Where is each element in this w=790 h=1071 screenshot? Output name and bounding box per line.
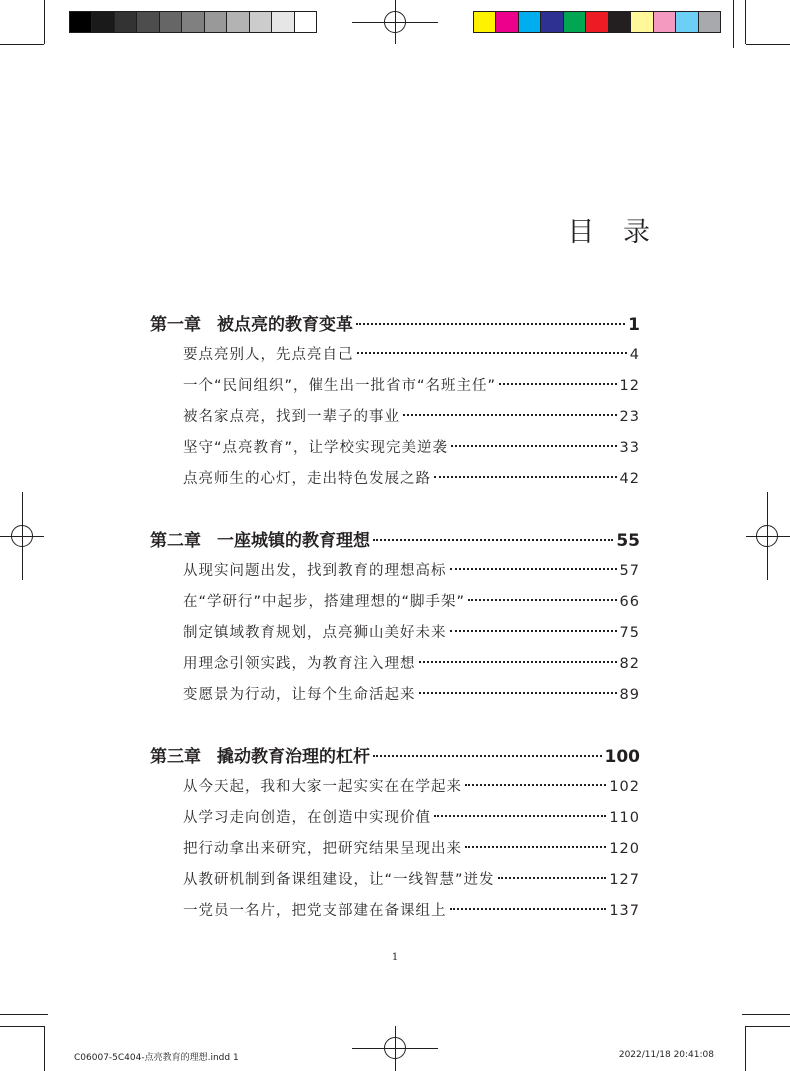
section-page-number: 23 — [619, 409, 640, 425]
chapter-heading — [150, 742, 370, 772]
section-page-number: 42 — [619, 471, 640, 487]
gray-swatch — [205, 12, 227, 32]
chapter-heading — [150, 526, 370, 556]
toc-section-row[interactable] — [150, 371, 640, 402]
section-title: 一党员一名片，把党支部建在备课组上 — [183, 903, 447, 919]
gray-swatch — [160, 12, 182, 32]
dot-leader — [373, 539, 613, 541]
color-swatch — [474, 12, 496, 32]
table-of-contents — [150, 310, 640, 927]
gray-swatch — [227, 12, 249, 32]
page-number: 1 — [391, 952, 399, 963]
chapter-title: 撬动教育治理的杠杆 — [217, 747, 370, 767]
process-color-bar — [473, 11, 721, 33]
section-title: 从今天起，我和大家一起实实在在学起来 — [183, 779, 462, 795]
section-page-number: 120 — [609, 841, 640, 857]
section-page-number: 102 — [609, 779, 640, 795]
color-swatch — [496, 12, 518, 32]
dot-leader — [465, 784, 606, 786]
color-swatch — [676, 12, 698, 32]
color-swatch — [586, 12, 608, 32]
section-page-number: 127 — [609, 872, 640, 888]
toc-section-row[interactable] — [150, 680, 640, 711]
dot-leader — [419, 661, 617, 663]
section-page-number: 4 — [629, 347, 640, 363]
color-swatch — [541, 12, 563, 32]
slug-timestamp: 2022/11/18 20:41:08 — [618, 1050, 714, 1060]
section-title: 点亮师生的心灯，走出特色发展之路 — [183, 471, 431, 487]
toc-chapter-row[interactable] — [150, 742, 640, 772]
dot-leader — [451, 445, 617, 447]
toc-section-row[interactable] — [150, 803, 640, 834]
slug-filename: C06007-5C404-点亮教育的理想.indd 1 — [74, 1053, 239, 1063]
gray-swatch — [137, 12, 159, 32]
section-page-number: 82 — [619, 656, 640, 672]
toc-section-row[interactable] — [150, 433, 640, 464]
gray-swatch — [272, 12, 294, 32]
dot-leader — [499, 383, 617, 385]
gray-swatch — [115, 12, 137, 32]
section-title: 从教研机制到备课组建设，让“一线智慧”迸发 — [183, 872, 495, 888]
toc-section-row[interactable] — [150, 834, 640, 865]
section-title: 在“学研行”中起步，搭建理想的“脚手架” — [183, 594, 466, 610]
section-title: 把行动拿出来研究，把研究结果呈现出来 — [183, 841, 462, 857]
color-swatch — [654, 12, 676, 32]
toc-chapter-row[interactable] — [150, 526, 640, 556]
section-page-number: 66 — [619, 594, 640, 610]
chapter-number: 第二章 — [150, 531, 201, 551]
toc-section-row[interactable] — [150, 618, 640, 649]
section-title: 变愿景为行动，让每个生命活起来 — [183, 687, 416, 703]
toc-section-row[interactable] — [150, 340, 640, 371]
chapter-heading — [150, 310, 353, 340]
dot-leader — [498, 877, 607, 879]
dot-leader — [434, 815, 606, 817]
section-title: 要点亮别人，先点亮自己 — [183, 347, 354, 363]
chapter-title: 一座城镇的教育理想 — [217, 531, 370, 551]
dot-leader — [357, 352, 627, 354]
dot-leader — [419, 692, 617, 694]
section-page-number: 33 — [619, 440, 640, 456]
toc-section-row[interactable] — [150, 464, 640, 495]
toc-section-row[interactable] — [150, 649, 640, 680]
gray-swatch — [70, 12, 92, 32]
section-page-number: 75 — [619, 625, 640, 641]
toc-section-row[interactable] — [150, 896, 640, 927]
color-swatch — [564, 12, 586, 32]
toc-section-row[interactable] — [150, 556, 640, 587]
dot-leader — [356, 323, 625, 325]
toc-section-row[interactable] — [150, 402, 640, 433]
chapter-number: 第三章 — [150, 747, 201, 767]
section-page-number: 110 — [609, 810, 640, 826]
dot-leader — [450, 908, 607, 910]
chapter-page-number: 100 — [604, 747, 640, 767]
chapter-page-number: 1 — [628, 315, 640, 335]
chapter-number: 第一章 — [150, 315, 201, 335]
dot-leader — [468, 599, 617, 601]
chapter-title: 被点亮的教育变革 — [217, 315, 353, 335]
gray-swatch — [250, 12, 272, 32]
section-title: 被名家点亮，找到一辈子的事业 — [183, 409, 400, 425]
section-page-number: 89 — [619, 687, 640, 703]
section-title: 坚守“点亮教育”，让学校实现完美逆袭 — [183, 440, 449, 456]
dot-leader — [403, 414, 617, 416]
gray-swatch — [295, 12, 316, 32]
grayscale-color-bar — [69, 11, 317, 33]
gray-swatch — [92, 12, 114, 32]
page-title: 目 录 — [567, 217, 660, 249]
color-swatch — [519, 12, 541, 32]
section-title: 制定镇域教育规划，点亮狮山美好未来 — [183, 625, 447, 641]
toc-chapter-row[interactable] — [150, 310, 640, 340]
color-swatch — [699, 12, 720, 32]
section-page-number: 137 — [609, 903, 640, 919]
section-page-number: 12 — [619, 378, 640, 394]
section-title: 用理念引领实践，为教育注入理想 — [183, 656, 416, 672]
dot-leader — [450, 568, 617, 570]
color-swatch — [631, 12, 653, 32]
section-title: 从现实问题出发，找到教育的理想高标 — [183, 563, 447, 579]
chapter-page-number: 55 — [616, 531, 640, 551]
toc-section-row[interactable] — [150, 865, 640, 896]
dot-leader — [434, 476, 617, 478]
section-title: 一个“民间组织”，催生出一批省市“名班主任” — [183, 378, 497, 394]
dot-leader — [373, 755, 602, 757]
dot-leader — [465, 846, 606, 848]
toc-section-row[interactable] — [150, 587, 640, 618]
toc-section-row[interactable] — [150, 772, 640, 803]
gray-swatch — [182, 12, 204, 32]
dot-leader — [450, 630, 617, 632]
section-title: 从学习走向创造，在创造中实现价值 — [183, 810, 431, 826]
section-page-number: 57 — [619, 563, 640, 579]
color-swatch — [609, 12, 631, 32]
